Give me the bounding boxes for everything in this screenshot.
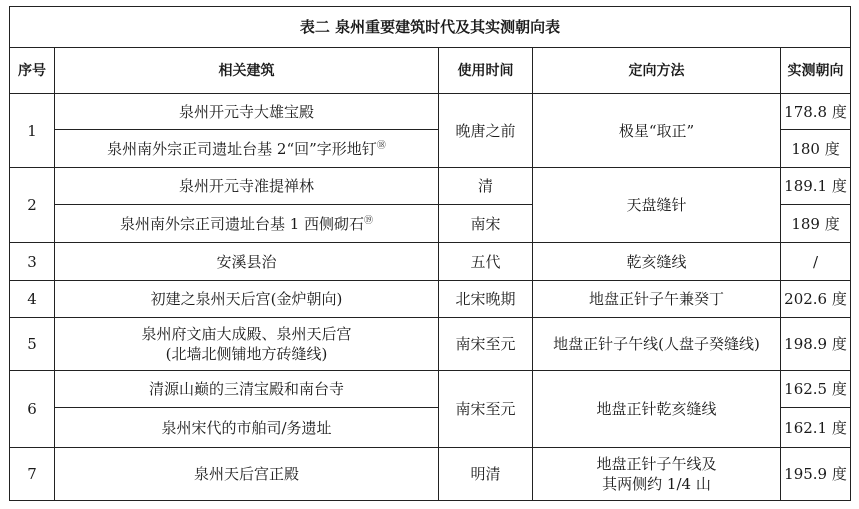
header-building: 相关建筑 xyxy=(55,48,439,94)
cell-no: 6 xyxy=(10,371,55,448)
cell-building: 泉州天后宫正殿 xyxy=(55,448,439,501)
cell-time: 明清 xyxy=(439,448,533,501)
cell-time: 五代 xyxy=(439,243,533,281)
cell-method: 乾亥缝线 xyxy=(533,243,781,281)
cell-building: 泉州开元寺准提禅林 xyxy=(55,168,439,205)
orientation-table-container xyxy=(9,6,850,501)
cell-orientation: 178.8 度 xyxy=(781,94,851,130)
orientation-table xyxy=(9,6,851,501)
footnote-marker: ⑱ xyxy=(376,140,386,151)
cell-time: 清 xyxy=(439,168,533,205)
cell-orientation: 162.5 度 xyxy=(781,371,851,408)
table-title: 表二 泉州重要建筑时代及其实测朝向表 xyxy=(10,7,851,48)
cell-building: 泉州开元寺大雄宝殿 xyxy=(55,94,439,130)
cell-building xyxy=(55,205,439,243)
cell-building: 安溪县治 xyxy=(55,243,439,281)
table-row xyxy=(10,371,851,408)
cell-orientation: 189.1 度 xyxy=(781,168,851,205)
building-line-1: 泉州府文庙大成殿、泉州天后宫 xyxy=(141,325,352,343)
cell-no: 2 xyxy=(10,168,55,243)
cell-time: 北宋晚期 xyxy=(439,281,533,318)
cell-no: 5 xyxy=(10,318,55,371)
cell-building: 泉州宋代的市舶司/务遗址 xyxy=(55,408,439,448)
cell-method: 极星“取正” xyxy=(533,94,781,168)
cell-time: 南宋 xyxy=(439,205,533,243)
building-text: 泉州南外宗正司遗址台基 2“回”字形地钉 xyxy=(107,139,377,158)
table-row xyxy=(10,168,851,205)
cell-method xyxy=(533,448,781,501)
cell-no: 7 xyxy=(10,448,55,501)
cell-method: 天盘缝针 xyxy=(533,168,781,243)
method-line-1: 地盘正针子午线及 xyxy=(596,455,717,473)
header-time: 使用时间 xyxy=(439,48,533,94)
cell-no: 1 xyxy=(10,94,55,168)
header-no: 序号 xyxy=(10,48,55,94)
cell-no: 3 xyxy=(10,243,55,281)
cell-method: 地盘正针乾亥缝线 xyxy=(533,371,781,448)
cell-time: 晚唐之前 xyxy=(439,94,533,168)
cell-no: 4 xyxy=(10,281,55,318)
cell-orientation: 189 度 xyxy=(781,205,851,243)
cell-method: 地盘正针子午线(人盘子癸缝线) xyxy=(533,318,781,371)
footnote-marker: ⑲ xyxy=(364,215,374,226)
cell-orientation: 195.9 度 xyxy=(781,448,851,501)
cell-orientation: 162.1 度 xyxy=(781,408,851,448)
cell-building: 初建之泉州天后宫(金炉朝向) xyxy=(55,281,439,318)
table-row xyxy=(10,94,851,130)
method-line-2: 其两侧约 1/4 山 xyxy=(602,475,711,493)
building-text: 泉州南外宗正司遗址台基 1 西侧砌石 xyxy=(119,214,365,233)
cell-time: 南宋至元 xyxy=(439,318,533,371)
cell-orientation: 180 度 xyxy=(781,130,851,168)
header-row xyxy=(10,48,851,94)
cell-orientation: 198.9 度 xyxy=(781,318,851,371)
header-orientation: 实测朝向 xyxy=(781,48,851,94)
table-row xyxy=(10,243,851,281)
cell-building xyxy=(55,130,439,168)
cell-time: 南宋至元 xyxy=(439,371,533,448)
table-row xyxy=(10,318,851,371)
cell-method: 地盘正针子午兼癸丁 xyxy=(533,281,781,318)
cell-orientation: 202.6 度 xyxy=(781,281,851,318)
cell-building xyxy=(55,318,439,371)
cell-building: 清源山巅的三清宝殿和南台寺 xyxy=(55,371,439,408)
table-row xyxy=(10,448,851,501)
header-method: 定向方法 xyxy=(533,48,781,94)
table-row xyxy=(10,281,851,318)
building-line-2: (北墙北侧铺地方砖缝线) xyxy=(165,345,328,363)
cell-orientation: / xyxy=(781,243,851,281)
